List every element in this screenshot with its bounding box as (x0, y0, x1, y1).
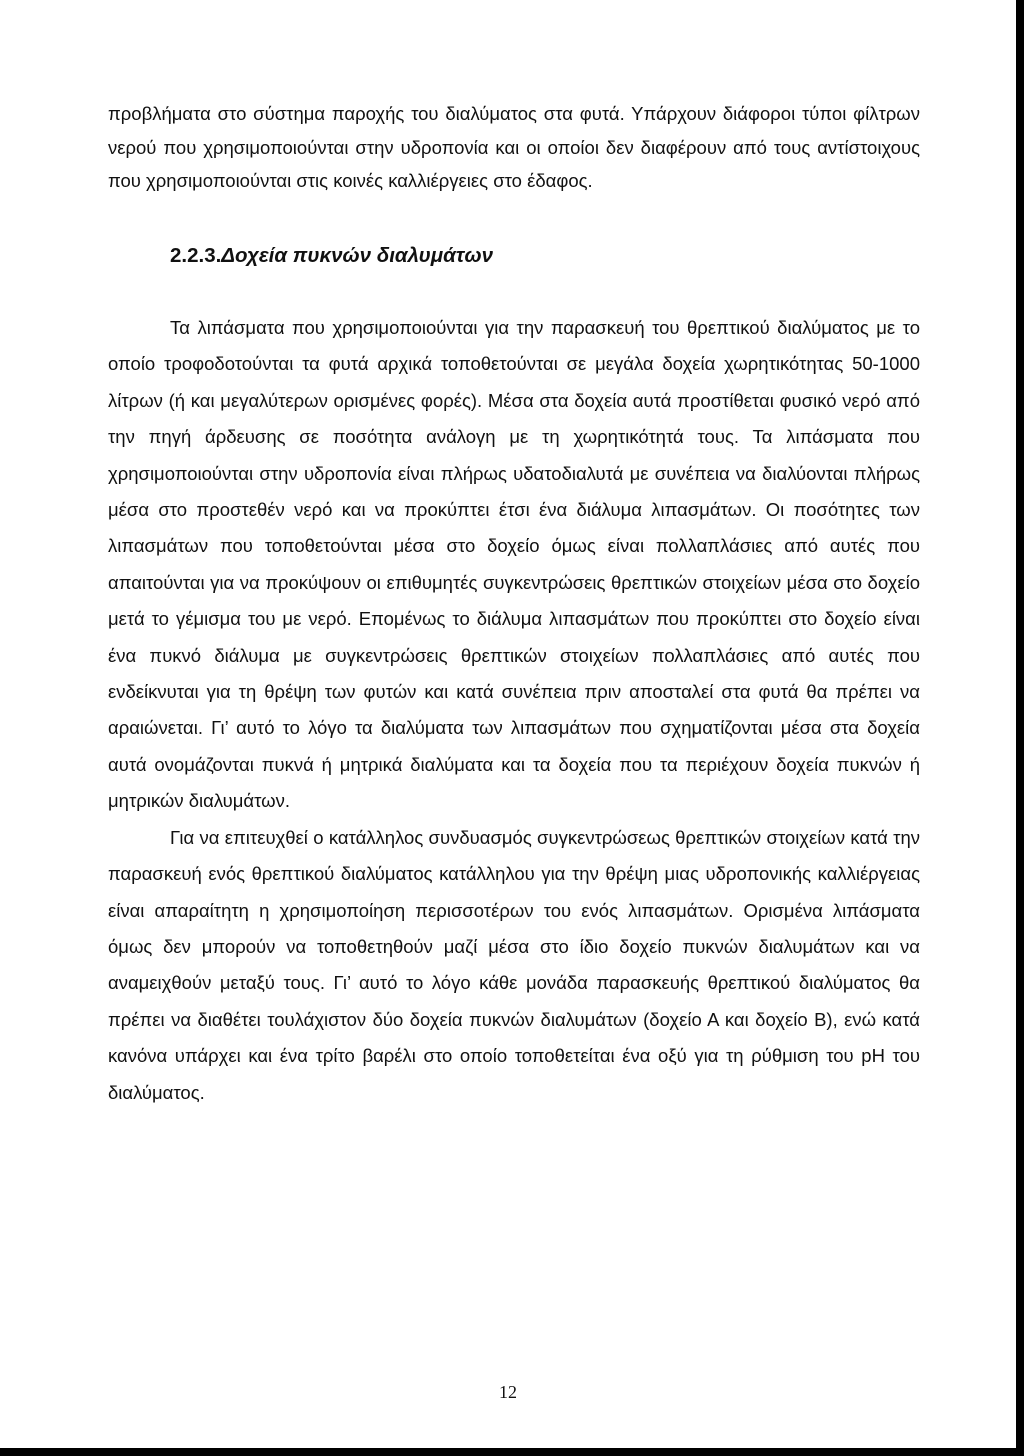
body-paragraph-2: Για να επιτευχθεί ο κατάλληλος συνδυασμός συγκεντρώσεως θρεπτικών στοιχείων κατά την παρασκευή ενός θρεπτικού διαλύματος κατάλληλου για την θρέψη μιας υδροπονικής καλλιέργειας είναι απαραίτητη η χρησιμοποίηση περισσοτέρων του ενός λιπασμάτων. Ορισμένα λιπάσματα όμως δεν μπορούν να τοποθετηθούν μαζί μέσα στο ίδιο δοχείο πυκνών διαλυμάτων και να αναμειχθούν μεταξύ τους. Γι’ αυτό το λόγο κάθε μονάδα παρασκευής θρεπτικού διαλύματος θα πρέπει να διαθέτει τουλάχιστον δύο δοχεία πυκνών διαλυμάτων (δοχείο Α και δοχείο Β), ενώ κατά κανόνα υπάρχει και ένα τρίτο βαρέλι στο οποίο τοποθετείται ένα οξύ για τη ρύθμιση του pH του διαλύματος. (108, 826, 920, 1103)
page-number: 12 (499, 1382, 517, 1402)
page-body (108, 97, 920, 1111)
body-paragraph-1: Τα λιπάσματα που χρησιμοποιούνται για την παρασκευή του θρεπτικού διαλύματος με το οποίο τροφοδοτούνται τα φυτά αρχικά τοποθετούνται σε μεγάλα δοχεία χωρητικότητας 50-1000 λίτρων (ή και μεγαλύτερων ορισμένες φορές). Μέσα στα δοχεία αυτά προστίθεται φυσικό νερό από την πηγή άρδευσης σε ποσότητα ανάλογη με τη χωρητικότητά τους. Τα λιπάσματα που χρησιμοποιούνται στην υδροπονία είναι πλήρως υδατοδιαλυτά με συνέπεια να διαλύονται πλήρως μέσα στο προστεθέν νερό και να προκύπτει έτσι ένα διάλυμα λιπασμάτων. Οι ποσότητες των λιπασμάτων που τοποθετούνται μέσα στο δοχείο όμως είναι πολλαπλάσιες από αυτές που απαιτούνται για να προκύψουν οι επιθυμητές συγκεντρώσεις θρεπτικών στοιχείων μέσα στο δοχείο μετά το γέμισμα του με νερό. Επομένως το διάλυμα λιπασμάτων που προκύπτει στο δοχείο είναι ένα πυκνό διάλυμα με συγκεντρώσεις θρεπτικών στοιχείων πολλαπλάσιες από αυτές που ενδείκνυται για τη θρέψη των φυτών και κατά συνέπεια πριν αποσταλεί στα φυτά θα πρέπει να αραιώνεται. Γι’ αυτό το λόγο τα διαλύματα των λιπασμάτων που σχηματίζονται μέσα στα δοχεία αυτά ονομάζονται πυκνά ή μητρικά διαλύματα και τα δοχεία που τα περιέχουν δοχεία πυκνών ή μητρικών διαλυμάτων. (108, 317, 920, 812)
section-heading (108, 239, 920, 273)
section-number: 2.2.3. (170, 243, 222, 267)
section-title: Δοχεία πυκνών διαλυμάτων (221, 243, 493, 267)
intro-paragraph: προβλήματα στο σύστημα παροχής του διαλύματος στα φυτά. Υπάρχουν διάφοροι τύποι φίλτρων νερού που χρησιμοποιούνται στην υδροπονία και οι οποίοι δεν διαφέρουν από τους αντίστοιχους που χρησιμοποιούνται στις κοινές καλλιέργειες στο έδαφος. (108, 103, 920, 191)
